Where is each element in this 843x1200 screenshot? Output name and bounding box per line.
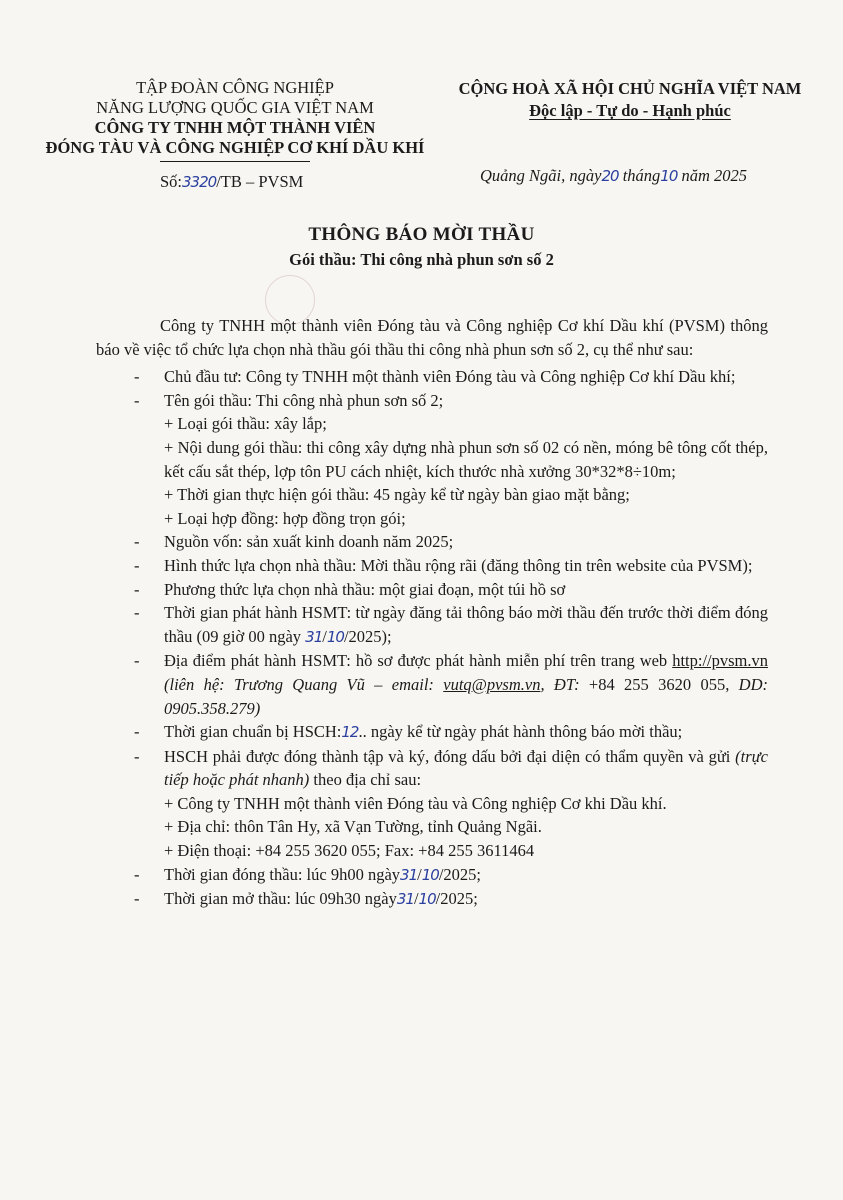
item-closing-time: - Thời gian đóng thầu: lúc 9h00 ngày31/10/2025; [96, 863, 768, 888]
phone-label: , ĐT: [540, 674, 580, 694]
date-month-label: tháng [622, 166, 661, 185]
sub-package-content: + Nội dung gói thầu: thi công xây dựng nhà phun sơn số 02 có nền, móng bê tông cốt thép, kết cấu sắt thép, lợp tôn PU cách nhiệt, kích thước nhà xưởng 30*32*8÷10m; [164, 437, 768, 481]
email-link[interactable]: vutq@pvsm.vn [443, 674, 541, 694]
issuer-company-2: ĐÓNG TÀU VÀ CÔNG NGHIỆP CƠ KHÍ DẦU KHÍ [45, 138, 425, 157]
sub-address: + Địa chỉ: thôn Tân Hy, xã Vạn Tường, tỉnh Quảng Ngãi. [164, 817, 542, 837]
date-day: 20 [601, 167, 619, 185]
date-line [480, 166, 747, 186]
dash-marker: - [134, 555, 140, 575]
item-selection-form [96, 554, 768, 578]
item-text: Thời gian đóng thầu: lúc 9h00 ngày [164, 864, 401, 884]
submission-method: (trực tiếp hoặc phát nhanh) [164, 746, 768, 790]
document-subtitle: Gói thầu: Thi công nhà phun sơn số 2 [289, 250, 554, 269]
document-number [160, 172, 303, 192]
date-month: 10 [660, 167, 678, 185]
item-text-end: /2025; [438, 864, 481, 884]
item-text: Chủ đầu tư: Công ty TNHH một thành viên Đóng tàu và Công nghiệp Cơ khí Dầu khí; [164, 367, 736, 387]
issuer-group-2: NĂNG LƯỢNG QUỐC GIA VIỆT NAM [96, 98, 374, 117]
handwritten-days: 12 [341, 723, 359, 742]
item-text: Nguồn vốn: sản xuất kinh doanh năm 2025; [164, 532, 454, 552]
item-submission [96, 745, 768, 792]
item-text: Hình thức lựa chọn nhà thầu: Mời thầu rộng rãi (đăng thông tin trên website của PVSM); [164, 555, 753, 575]
dash-marker: - [134, 390, 140, 410]
handwritten-day: 31 [396, 890, 414, 909]
item-text: Địa điểm phát hành HSMT: hồ sơ được phát hành miễn phí trên trang web [164, 651, 673, 671]
dash-marker: - [134, 746, 140, 766]
item-text-end: .. ngày kể từ ngày phát hành thông báo mời thầu; [358, 722, 683, 742]
issuer-underline [160, 161, 310, 162]
date-year: năm 2025 [681, 166, 748, 185]
item-owner [96, 365, 768, 389]
national-header [440, 78, 820, 122]
dash-marker: - [134, 722, 140, 742]
sub-package-contract: + Loại hợp đồng: hợp đồng trọn gói; [164, 508, 406, 528]
issuer-header [40, 78, 430, 162]
item-prep-time [96, 720, 768, 745]
intro-paragraph: Công ty TNHH một thành viên Đóng tàu và Công nghiệp Cơ khí Dầu khí (PVSM) thông báo về việc tổ chức lựa chọn nhà thầu gói thầu thi công nhà phun sơn số 2, cụ thể như sau: [96, 316, 768, 359]
dash-marker: - [134, 864, 140, 884]
docno-prefix: Số: [160, 172, 183, 191]
sub-package-time: + Thời gian thực hiện gói thầu: 45 ngày kể từ ngày bàn giao mặt bằng; [164, 485, 630, 505]
handwritten-month: 10 [418, 890, 436, 909]
item-selection-method [96, 578, 768, 602]
item-text: HSCH phải được đóng thành tập và ký, đóng dấu bởi đại diện có thẩm quyền và gửi [164, 746, 736, 766]
dash-marker: - [134, 579, 140, 599]
item-text-end: theo địa chỉ sau: [309, 770, 422, 790]
dash-marker: - [134, 651, 140, 671]
item-funding [96, 530, 768, 554]
item-package-name [96, 389, 768, 413]
item-text: Thời gian phát hành HSMT: từ ngày đăng tải thông báo mời thầu đến trước thời điểm đóng thầu (09 giờ 00 ngày [164, 603, 768, 646]
handwritten-month: 10 [421, 865, 439, 884]
document-body [96, 314, 768, 912]
item-opening-time: - Thời gian mở thầu: lúc 09h30 ngày31/10/2025; [96, 887, 768, 912]
docno-handwritten: 3320 [182, 173, 217, 191]
docno-suffix: /TB – PVSM [216, 172, 304, 191]
date-place: Quảng Ngãi, ngày [480, 166, 602, 185]
dash-marker: - [134, 889, 140, 909]
item-text: Phương thức lựa chọn nhà thầu: một giai đoạn, một túi hồ sơ [164, 579, 566, 599]
website-link[interactable]: http://pvsm.vn [672, 651, 768, 671]
sub-address-phone: + Điện thoại: +84 255 3620 055; Fax: +84 255 3611464 [164, 841, 535, 861]
item-text-end: /2025); [343, 626, 392, 646]
national-title: CỘNG HOÀ XÃ HỘI CHỦ NGHĨA VIỆT NAM [458, 79, 802, 98]
item-issue-place [96, 649, 768, 720]
contact-info: (liên hệ: Trương Quang Vũ – email: [164, 674, 444, 694]
dash-marker: - [134, 532, 140, 552]
issuer-company: CÔNG TY TNHH MỘT THÀNH VIÊN [94, 118, 376, 137]
dash-marker: - [134, 603, 140, 623]
mobile-number: DD: 0905.358.279) [164, 674, 768, 718]
handwritten-day: 31 [400, 865, 418, 884]
item-text: Thời gian chuẩn bị HSCH: [164, 722, 342, 742]
sub-package-type: + Loại gói thầu: xây lắp; [164, 414, 327, 434]
dash-marker: - [134, 367, 140, 387]
handwritten-day: 31 [305, 627, 323, 646]
item-text: Thời gian mở thầu: lúc 09h30 ngày [164, 889, 397, 909]
national-motto: Độc lập - Tự do - Hạnh phúc [529, 101, 731, 120]
handwritten-month: 10 [326, 627, 344, 646]
phone-number: +84 255 3620 055, [579, 674, 739, 694]
item-text: Tên gói thầu: Thi công nhà phun sơn số 2; [164, 390, 444, 410]
document-title: THÔNG BÁO MỜI THẦU [308, 224, 535, 245]
sub-address-company: + Công ty TNHH một thành viên Đóng tàu và Công nghiệp Cơ khi Dầu khí. [164, 793, 667, 813]
item-issue-time: - Thời gian phát hành HSMT: từ ngày đăng tải thông báo mời thầu đến trước thời điểm đóng thầu (09 giờ 00 ngày 31/10/2025); [134, 603, 768, 646]
item-text-end: /2025; [435, 889, 478, 909]
issuer-group: TẬP ĐOÀN CÔNG NGHIỆP [136, 78, 334, 97]
